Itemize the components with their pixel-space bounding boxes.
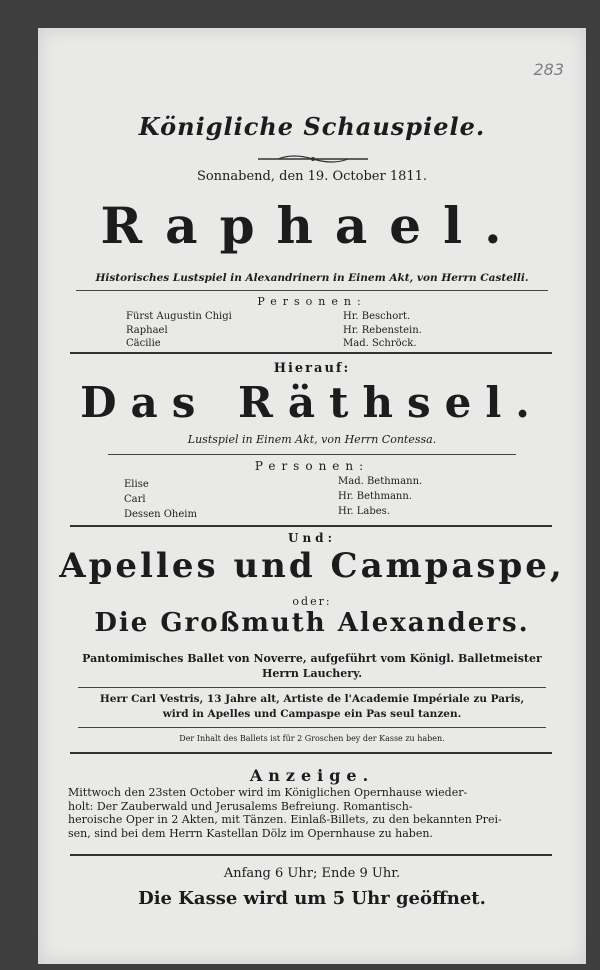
play2-subtitle: Lustspiel in Einem Akt, von Herrn Contessa.: [187, 433, 437, 446]
divider: [76, 290, 548, 291]
role-name: Fürst Augustin Chigi: [126, 311, 232, 322]
notice-line: sen, sind bei dem Herrn Kastellan Dölz im Opernhause zu haben.: [68, 826, 433, 840]
role-name: Raphael: [126, 324, 168, 336]
play3-subtitle: Die Großmuth Alexanders.: [94, 608, 530, 638]
divider: [108, 454, 516, 455]
play1-title: Raphael.: [100, 196, 524, 255]
performance-date: Sonnabend, den 19. October 1811.: [196, 169, 428, 184]
theatre-title: Königliche Schauspiele.: [138, 112, 486, 141]
divider: [70, 525, 552, 527]
role-name: Carl: [124, 494, 146, 505]
play3-oder: oder:: [292, 595, 332, 608]
ballet-price-note: Der Inhalt des Ballets ist für 2 Groschen bey der Kasse zu haben.: [179, 734, 445, 743]
divider: [78, 687, 546, 688]
role-name: Dessen Oheim: [124, 509, 197, 520]
vestris-note-line1: Herr Carl Vestris, 13 Jahre alt, Artiste de l'Academie Impériale zu Paris,: [99, 693, 525, 705]
play2-cast-heading: Personen:: [254, 459, 370, 473]
role-name: Cäcilie: [126, 338, 161, 349]
divider: [70, 854, 552, 856]
play3-title: Apelles und Campaspe,: [59, 546, 565, 586]
actor-name: Hr. Labes.: [338, 506, 390, 517]
play2-actors: [338, 474, 422, 519]
actor-name: Hr. Beschort.: [343, 311, 411, 322]
actor-name: Mad. Bethmann.: [338, 476, 423, 487]
notice-line: Mittwoch den 23sten October wird im Königlichen Opernhause wieder-: [68, 786, 468, 799]
play2-title: Das Räthsel.: [80, 378, 544, 427]
performance-times: Anfang 6 Uhr; Ende 9 Uhr.: [223, 866, 401, 881]
divider: [70, 352, 552, 354]
role-name: Elise: [124, 479, 149, 490]
ballet-description-line2: Herrn Lauchery.: [261, 667, 363, 680]
divider: [70, 752, 552, 754]
vestris-note-line2: wird in Apelles und Campaspe ein Pas seul tanzen.: [162, 708, 462, 720]
notice-text: [68, 786, 556, 840]
notice-heading: Anzeige.: [249, 766, 375, 785]
actor-name: Hr. Bethmann.: [338, 491, 412, 502]
box-office-note: Die Kasse wird um 5 Uhr geöffnet.: [138, 888, 486, 909]
actor-name: Mad. Schröck.: [343, 338, 417, 349]
actor-name: Hr. Rebenstein.: [343, 324, 422, 336]
notice-line: heroische Oper in 2 Akten, mit Tänzen. Einlaß-Billets, zu den bekannten Prei-: [68, 813, 502, 826]
divider: [78, 727, 546, 728]
play1-roles: [126, 310, 232, 351]
play3-intro: Und:: [287, 531, 336, 545]
ornament-divider: [258, 153, 368, 165]
play1-cast-heading: Personen:: [257, 295, 367, 308]
playbill-sheet: [38, 28, 586, 964]
play2-intro: Hierauf:: [273, 361, 351, 376]
play2-roles: [124, 477, 197, 522]
catalog-number: 283: [533, 60, 564, 79]
play1-actors: [343, 310, 422, 351]
play1-subtitle: Historisches Lustspiel in Alexandrinern in Einem Akt, von Herrn Castelli.: [95, 272, 529, 284]
ballet-description-line1: Pantomimisches Ballet von Noverre, aufgeführt vom Königl. Balletmeister: [82, 652, 542, 665]
notice-line: holt: Der Zauberwald und Jerusalems Befreiung. Romantisch-: [68, 799, 413, 813]
